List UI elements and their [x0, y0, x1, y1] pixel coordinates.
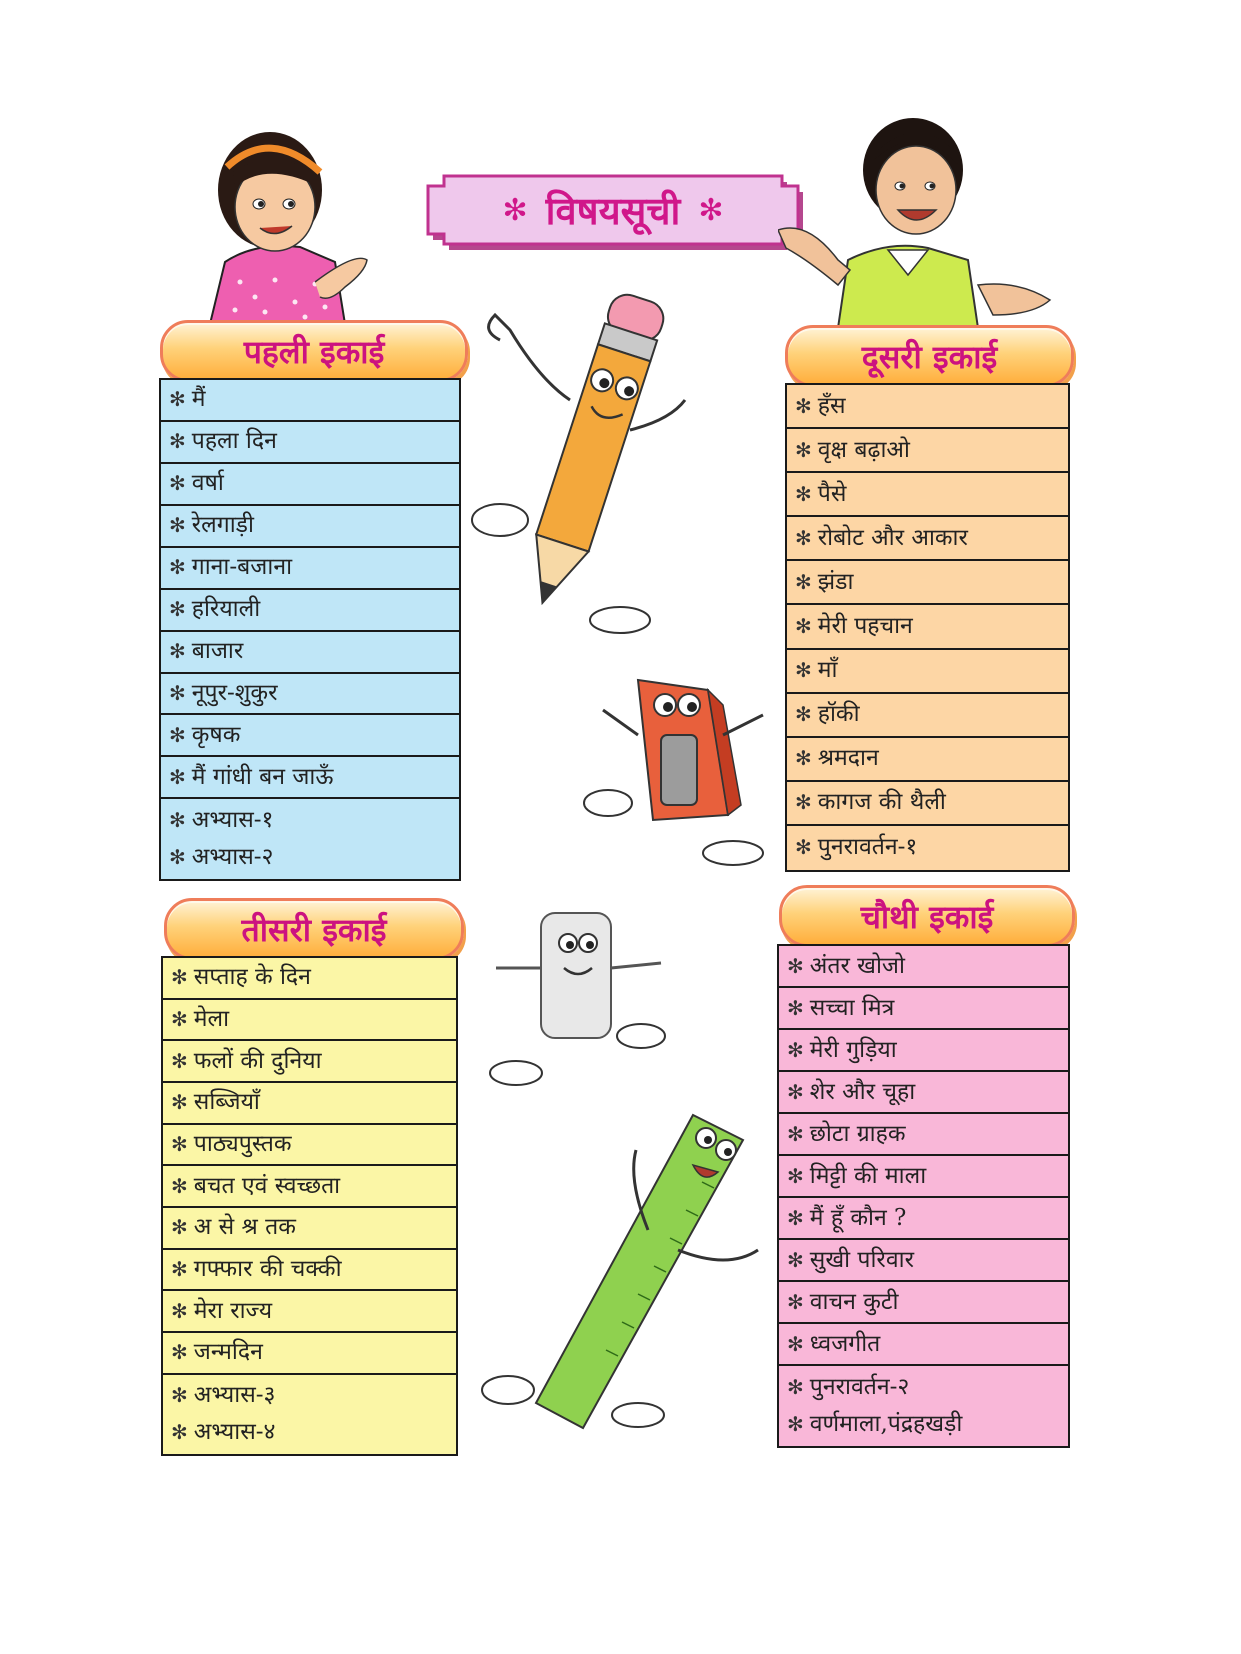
list-item: [163, 958, 456, 1000]
list-item-label: सच्चा मित्र: [809, 994, 895, 1021]
list-item-label: वर्षा: [191, 470, 224, 497]
list-item-label: मैं गांधी बन जाऊँ: [191, 763, 334, 790]
bullet-asterisk-icon: ✻: [169, 555, 186, 580]
title-star-right: ✻: [698, 192, 724, 228]
list-item-label: पाठ्यपुस्तक: [193, 1131, 292, 1158]
list-item-label: हँस: [817, 392, 846, 419]
list-item-line: [169, 839, 459, 876]
bullet-asterisk-icon: ✻: [171, 1383, 188, 1408]
list-item: [163, 1125, 456, 1167]
list-item: [787, 694, 1068, 738]
list-item-line: [171, 1377, 456, 1414]
list-item-label: अंतर खोजो: [809, 952, 905, 979]
list-item: [161, 757, 459, 799]
bullet-asterisk-icon: ✻: [795, 393, 812, 418]
eraser-illustration: [476, 908, 676, 1093]
bullet-asterisk-icon: ✻: [787, 1247, 804, 1272]
list-item-label: नूपुर-शुकुर: [191, 679, 278, 706]
bullet-asterisk-icon: ✻: [787, 1037, 804, 1062]
list-item: [787, 517, 1068, 561]
list-item-label: रेलगाड़ी: [191, 512, 254, 539]
girl-illustration: [195, 112, 385, 324]
list-item-line: [169, 802, 459, 839]
list-item-line: [171, 1126, 456, 1163]
list-item-line: [795, 608, 1068, 645]
bullet-asterisk-icon: ✻: [169, 680, 186, 705]
list-item-label: अभ्यास-३: [193, 1382, 276, 1409]
list-item-label: वाचन कुटी: [809, 1288, 899, 1315]
list-item-line: [171, 1084, 456, 1121]
list-item: [161, 715, 459, 757]
bullet-asterisk-icon: ✻: [787, 1079, 804, 1104]
list-item-line: [795, 740, 1068, 777]
list-item-label: जन्मदिन: [193, 1339, 263, 1366]
list-item: [787, 605, 1068, 649]
list-item-label: वृक्ष बढ़ाओ: [817, 436, 910, 463]
list-item: [163, 1208, 456, 1250]
list-item: [779, 1072, 1068, 1114]
list-item: [787, 782, 1068, 826]
list-item-label: बाजार: [191, 638, 244, 665]
list-item: [787, 738, 1068, 782]
unit-4-heading: चौथी इकाई: [779, 885, 1075, 947]
list-item-label: पहला दिन: [191, 428, 277, 455]
bullet-asterisk-icon: ✻: [787, 1163, 804, 1188]
list-item: [787, 429, 1068, 473]
list-item-line: [171, 1209, 456, 1246]
bullet-asterisk-icon: ✻: [171, 1048, 188, 1073]
list-item: [163, 1250, 456, 1292]
bullet-asterisk-icon: ✻: [787, 1331, 804, 1356]
list-item-label: झंडा: [817, 568, 854, 595]
list-item-label: मेला: [193, 1006, 230, 1032]
unit-3-list: [161, 956, 458, 1456]
list-item-line: [795, 388, 1068, 425]
list-item-line: [171, 1414, 456, 1451]
list-item-label: अभ्यास-१: [191, 807, 274, 834]
list-item-line: [787, 1326, 1068, 1363]
list-item: [161, 464, 459, 506]
list-item-label: पैसे: [817, 480, 847, 507]
pencil-illustration: [470, 270, 695, 635]
list-item: [779, 1240, 1068, 1282]
list-item-label: मेरा राज्य: [193, 1297, 273, 1324]
page-title-row: [422, 172, 804, 248]
bullet-asterisk-icon: ✻: [787, 1289, 804, 1314]
list-item: [161, 506, 459, 548]
list-item-label: हॉकी: [817, 701, 860, 728]
bullet-asterisk-icon: ✻: [171, 1215, 188, 1240]
list-item-line: [169, 675, 459, 712]
list-item-line: [795, 432, 1068, 469]
list-item: [161, 632, 459, 674]
list-item: [163, 1166, 456, 1208]
list-item-line: [169, 549, 459, 586]
bullet-asterisk-icon: ✻: [795, 613, 812, 638]
list-item-line: [795, 476, 1068, 513]
list-item-line: [795, 564, 1068, 601]
list-item-label: पुनरावर्तन-१: [817, 834, 918, 861]
list-item-line: [169, 591, 459, 628]
list-item-line: [787, 1158, 1068, 1195]
bullet-asterisk-icon: ✻: [169, 429, 186, 454]
unit-2-heading: दूसरी इकाई: [785, 325, 1074, 387]
list-item-label: सुखी परिवार: [809, 1246, 914, 1273]
list-item-line: [787, 1116, 1068, 1153]
bullet-asterisk-icon: ✻: [171, 1132, 188, 1157]
list-item: [161, 548, 459, 590]
title-star-left: ✻: [502, 192, 528, 228]
bullet-asterisk-icon: ✻: [795, 525, 812, 550]
bullet-asterisk-icon: ✻: [169, 471, 186, 496]
list-item-line: [787, 1284, 1068, 1321]
list-item: [163, 1333, 456, 1375]
list-item: [787, 473, 1068, 517]
list-item-line: [169, 759, 459, 796]
bullet-asterisk-icon: ✻: [169, 808, 186, 833]
list-item-line: [787, 1369, 1068, 1406]
list-item: [163, 1083, 456, 1125]
unit-4-list: [777, 944, 1070, 1448]
bullet-asterisk-icon: ✻: [169, 513, 186, 538]
bullet-asterisk-icon: ✻: [787, 1412, 804, 1437]
list-item-line: [795, 829, 1068, 866]
list-item-line: [787, 1200, 1068, 1237]
list-item-label: गफ्फार की चक्की: [193, 1256, 342, 1283]
unit-1-heading: पहली इकाई: [160, 320, 468, 382]
list-item: [161, 590, 459, 632]
bullet-asterisk-icon: ✻: [787, 953, 804, 978]
unit-1-list: [159, 378, 461, 881]
list-item: [779, 1282, 1068, 1324]
bullet-asterisk-icon: ✻: [169, 845, 186, 870]
list-item-label: कृषक: [191, 721, 241, 748]
list-item-line: [795, 696, 1068, 733]
list-item: [779, 1366, 1068, 1446]
unit-3-heading: तीसरी इकाई: [164, 898, 464, 960]
bullet-asterisk-icon: ✻: [169, 597, 186, 622]
page-title: विषयसूची: [545, 189, 681, 233]
list-item-line: [169, 423, 459, 460]
list-item-label: मेरी पहचान: [817, 612, 913, 639]
list-item-line: [171, 959, 456, 996]
list-item: [779, 988, 1068, 1030]
bullet-asterisk-icon: ✻: [169, 639, 186, 664]
list-item-label: कागज की थैली: [817, 789, 946, 816]
bullet-asterisk-icon: ✻: [795, 835, 812, 860]
list-item: [779, 946, 1068, 988]
list-item-label: अभ्यास-२: [191, 844, 274, 871]
unit-2-list: [785, 383, 1070, 872]
bullet-asterisk-icon: ✻: [795, 437, 812, 462]
list-item-line: [795, 520, 1068, 557]
list-item-label: माँ: [817, 657, 838, 684]
list-item-line: [171, 1334, 456, 1371]
list-item: [163, 1000, 456, 1042]
bullet-asterisk-icon: ✻: [171, 1173, 188, 1198]
list-item: [787, 385, 1068, 429]
list-item-label: मैं हूँ कौन ?: [809, 1204, 907, 1231]
list-item-label: अभ्यास-४: [193, 1419, 276, 1446]
list-item-label: ध्वजगीत: [809, 1330, 881, 1357]
list-item: [779, 1114, 1068, 1156]
list-item-line: [787, 1242, 1068, 1279]
ruler-illustration: [478, 1110, 768, 1435]
list-item-label: फलों की दुनिया: [193, 1047, 322, 1074]
bullet-asterisk-icon: ✻: [171, 1090, 188, 1115]
title-banner: [422, 172, 804, 254]
list-item-label: शेर और चूहा: [809, 1078, 916, 1105]
list-item: [779, 1198, 1068, 1240]
bullet-asterisk-icon: ✻: [171, 1298, 188, 1323]
list-item: [161, 799, 459, 879]
list-item: [163, 1291, 456, 1333]
list-item-line: [169, 465, 459, 502]
list-item-line: [171, 1251, 456, 1288]
list-item-line: [787, 1032, 1068, 1069]
list-item-line: [787, 1406, 1068, 1443]
boy-illustration: [778, 110, 1058, 328]
bullet-asterisk-icon: ✻: [169, 722, 186, 747]
list-item-line: [171, 1001, 456, 1038]
list-item: [163, 1375, 456, 1454]
list-item-line: [787, 948, 1068, 985]
list-item-line: [169, 381, 459, 418]
list-item-line: [169, 507, 459, 544]
list-item-label: मेरी गुड़िया: [809, 1036, 897, 1063]
list-item: [787, 561, 1068, 605]
list-item: [779, 1324, 1068, 1366]
list-item: [779, 1030, 1068, 1072]
list-item-label: मैं: [191, 386, 206, 413]
list-item: [161, 380, 459, 422]
bullet-asterisk-icon: ✻: [795, 569, 812, 594]
bullet-asterisk-icon: ✻: [787, 1375, 804, 1400]
list-item-line: [169, 633, 459, 670]
list-item-label: सब्जियाँ: [193, 1089, 260, 1116]
bullet-asterisk-icon: ✻: [171, 1007, 188, 1031]
bullet-asterisk-icon: ✻: [171, 1257, 188, 1282]
bullet-asterisk-icon: ✻: [171, 1420, 188, 1445]
list-item-line: [787, 1074, 1068, 1111]
list-item-label: श्रमदान: [817, 745, 879, 772]
bullet-asterisk-icon: ✻: [171, 965, 188, 990]
sharpener-illustration: [583, 655, 773, 870]
list-item-label: मिट्टी की माला: [809, 1162, 927, 1189]
bullet-asterisk-icon: ✻: [795, 658, 812, 683]
bullet-asterisk-icon: ✻: [169, 387, 186, 412]
list-item: [163, 1041, 456, 1083]
bullet-asterisk-icon: ✻: [787, 995, 804, 1020]
list-item-line: [787, 990, 1068, 1027]
bullet-asterisk-icon: ✻: [795, 790, 812, 815]
list-item-line: [795, 784, 1068, 821]
list-item-line: [171, 1168, 456, 1205]
list-item-line: [795, 652, 1068, 689]
list-item-label: पुनरावर्तन-२: [809, 1374, 910, 1401]
list-item-line: [171, 1043, 456, 1080]
bullet-asterisk-icon: ✻: [795, 481, 812, 506]
list-item-label: हरियाली: [191, 596, 261, 623]
list-item-label: गाना-बजाना: [191, 554, 293, 581]
list-item: [779, 1156, 1068, 1198]
bullet-asterisk-icon: ✻: [171, 1340, 188, 1365]
list-item: [161, 674, 459, 716]
list-item-label: वर्णमाला,पंद्रहखड़ी: [809, 1411, 963, 1438]
list-item-label: रोबोट और आकार: [817, 524, 968, 551]
bullet-asterisk-icon: ✻: [795, 746, 812, 771]
bullet-asterisk-icon: ✻: [169, 764, 186, 789]
list-item: [161, 422, 459, 464]
bullet-asterisk-icon: ✻: [787, 1205, 804, 1230]
list-item-label: अ से श्र तक: [193, 1214, 296, 1241]
list-item: [787, 826, 1068, 870]
list-item-label: बचत एवं स्वच्छता: [193, 1172, 341, 1199]
list-item-label: छोटा ग्राहक: [809, 1120, 906, 1147]
list-item-line: [171, 1293, 456, 1330]
bullet-asterisk-icon: ✻: [795, 702, 812, 727]
list-item-label: सप्ताह के दिन: [193, 964, 311, 991]
list-item: [787, 650, 1068, 694]
bullet-asterisk-icon: ✻: [787, 1121, 804, 1146]
list-item-line: [169, 717, 459, 754]
